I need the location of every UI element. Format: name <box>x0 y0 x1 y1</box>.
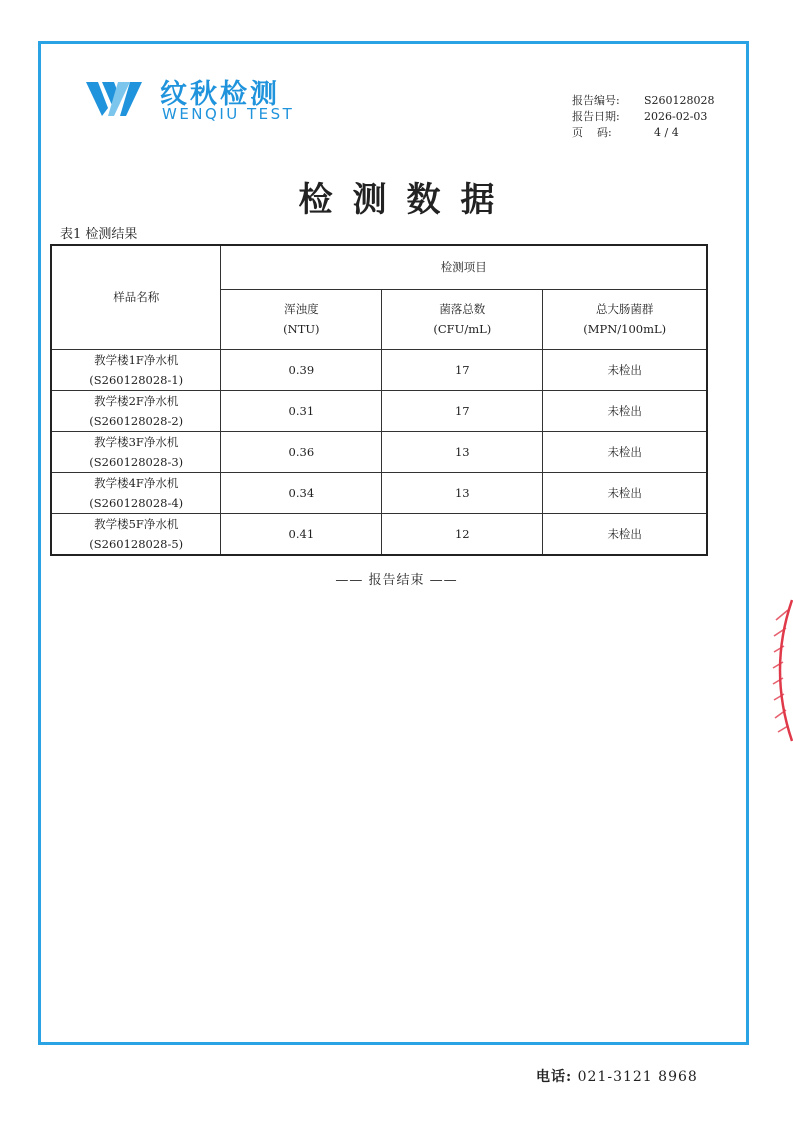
colony-count-cell: 13 <box>382 472 543 513</box>
phone-number: 021-3121 8968 <box>577 1069 698 1085</box>
colony-count-cell: 12 <box>382 513 543 555</box>
colony-count-header: 菌落总数 (CFU/mL) <box>382 289 543 349</box>
report-number: S260128028 <box>644 94 715 107</box>
coliform-cell: 未检出 <box>543 390 707 431</box>
footer-phone <box>536 1066 698 1086</box>
table-row <box>51 431 707 472</box>
company-logo <box>84 74 304 124</box>
page-number-label: 页 码: <box>572 126 612 139</box>
turbidity-header: 浑浊度 (NTU) <box>221 289 382 349</box>
coliform-cell: 未检出 <box>543 431 707 472</box>
page-number-row <box>572 125 715 141</box>
table-row <box>51 349 707 390</box>
results-table <box>50 244 708 556</box>
report-date: 2026-02-03 <box>644 110 708 123</box>
logo-mark-icon <box>84 76 144 118</box>
sample-name-cell: 教学楼2F净水机 (S260128028-2) <box>51 390 221 431</box>
colony-count-cell: 17 <box>382 349 543 390</box>
report-date-label: 报告日期: <box>572 110 620 123</box>
sample-name-cell: 教学楼4F净水机 (S260128028-4) <box>51 472 221 513</box>
table-header-row <box>51 245 707 289</box>
table-row <box>51 472 707 513</box>
report-meta <box>572 93 715 141</box>
seal-stamp-icon <box>762 598 793 743</box>
test-items-header: 检测项目 <box>221 245 707 289</box>
sample-name-cell: 教学楼1F净水机 (S260128028-1) <box>51 349 221 390</box>
table-row <box>51 390 707 431</box>
coliform-header: 总大肠菌群 (MPN/100mL) <box>543 289 707 349</box>
coliform-cell: 未检出 <box>543 349 707 390</box>
coliform-cell: 未检出 <box>543 513 707 555</box>
phone-label: 电话: <box>536 1069 573 1085</box>
turbidity-cell: 0.36 <box>221 431 382 472</box>
table-caption: 表1 检测结果 <box>60 227 138 242</box>
logo-chinese-text: 纹秋检测 <box>160 79 280 110</box>
sample-name-cell: 教学楼3F净水机 (S260128028-3) <box>51 431 221 472</box>
colony-count-cell: 17 <box>382 390 543 431</box>
turbidity-cell: 0.31 <box>221 390 382 431</box>
table-row <box>51 513 707 555</box>
turbidity-cell: 0.41 <box>221 513 382 555</box>
turbidity-cell: 0.39 <box>221 349 382 390</box>
colony-count-cell: 13 <box>382 431 543 472</box>
turbidity-cell: 0.34 <box>221 472 382 513</box>
report-end-marker: —— 报告结束 —— <box>335 573 458 588</box>
report-number-label: 报告编号: <box>572 94 620 107</box>
report-date-row <box>572 109 715 125</box>
sample-name-cell: 教学楼5F净水机 (S260128028-5) <box>51 513 221 555</box>
logo-english-text: WENQIU TEST <box>162 105 295 123</box>
report-number-row <box>572 93 715 109</box>
sample-name-header: 样品名称 <box>51 245 221 349</box>
page-title: 检测数据 <box>298 180 515 220</box>
page-number: 4 / 4 <box>654 126 679 139</box>
coliform-cell: 未检出 <box>543 472 707 513</box>
